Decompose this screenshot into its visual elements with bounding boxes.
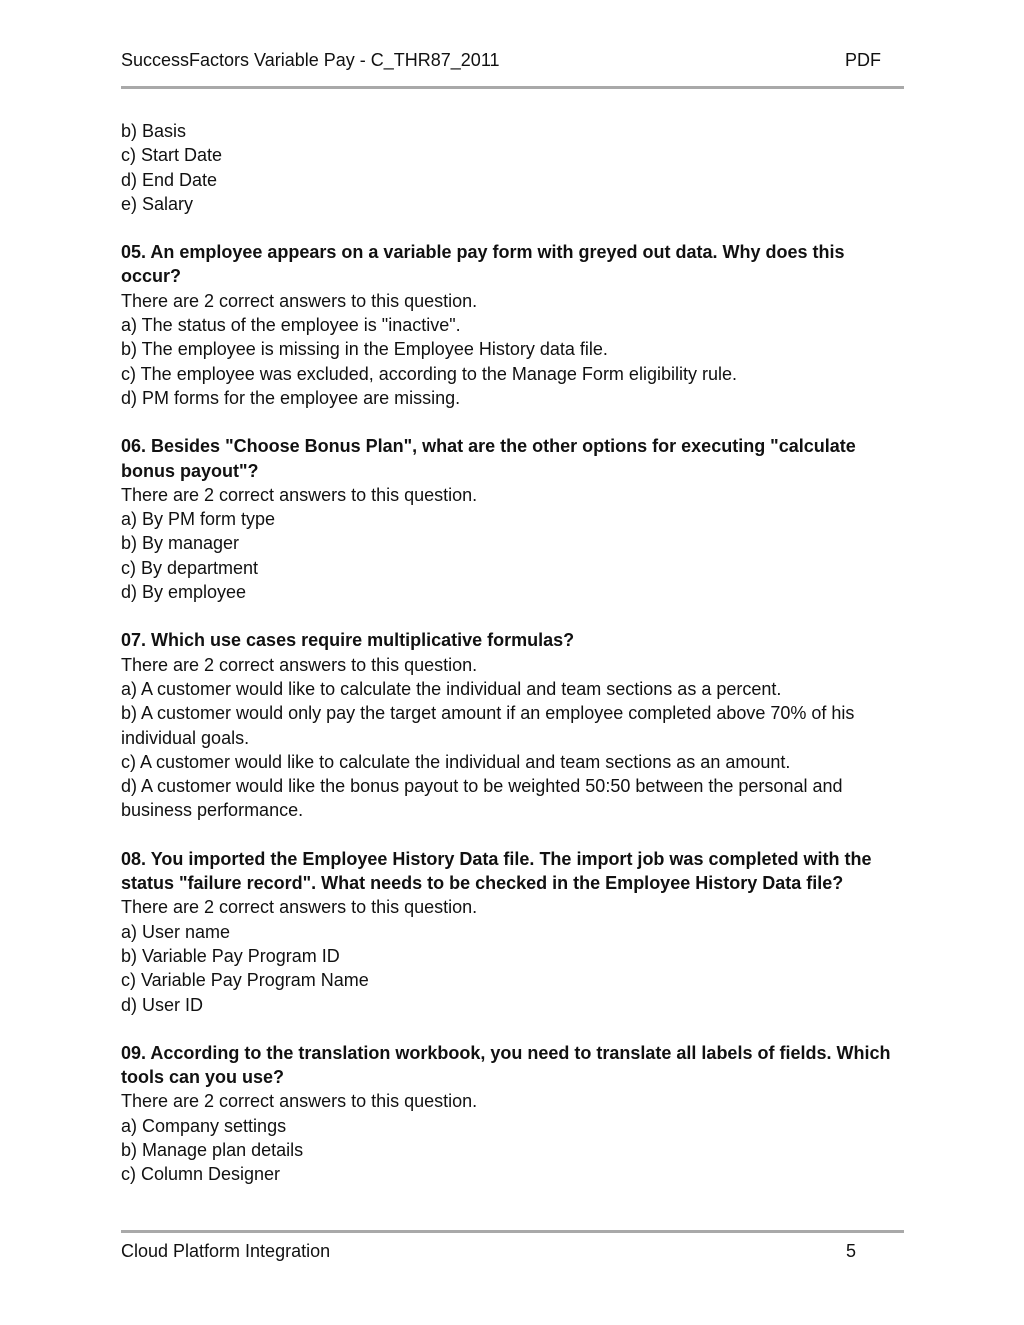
option-line: a) Company settings [121, 1115, 287, 1136]
option-line: d) A customer would like the bonus payout to be weighted 50:50 between the personal and business performance. [121, 776, 843, 821]
question-block-07 [121, 628, 896, 822]
question-text: 05. An employee appears on a variable pay form with greyed out data. Why does this occur? [121, 242, 845, 287]
answer-count-note: There are 2 correct answers to this question. [121, 290, 478, 311]
question-text: 09. According to the translation workbook, you need to translate all labels of fields. Which tools can you use? [121, 1042, 891, 1088]
question-block-05 [121, 240, 896, 410]
option-line: a) User name [121, 921, 231, 942]
option-line: b) Manage plan details [121, 1139, 304, 1160]
option-line: b) A customer would only pay the target amount if an employee completed above 70% of his individual goals. [121, 703, 855, 748]
option-line: c) By department [121, 557, 259, 578]
option-line: b) Basis [121, 121, 187, 141]
question-text: 07. Which use cases require multiplicative formulas? [121, 630, 575, 651]
option-line: c) Start Date [121, 145, 223, 166]
answer-count-note: There are 2 correct answers to this question. [121, 1091, 478, 1112]
header-divider [121, 86, 904, 89]
page-content [121, 119, 896, 1211]
document-title: SuccessFactors Variable Pay - C_THR87_2011 [121, 50, 500, 70]
option-line: b) The employee is missing in the Employee History data file. [121, 339, 608, 360]
answer-count-note: There are 2 correct answers to this question. [121, 897, 478, 918]
answer-count-note: There are 2 correct answers to this question. [121, 484, 478, 505]
page-header [121, 48, 903, 72]
previous-question-options [121, 119, 896, 216]
option-line: c) Column Designer [121, 1164, 281, 1185]
question-text: 08. You imported the Employee History Data file. The import job was completed with the status "failure record". What needs to be checked in the Employee History Data file? [121, 848, 872, 894]
option-line: c) A customer would like to calculate the individual and team sections as an amount. [121, 751, 791, 772]
option-line: a) A customer would like to calculate the individual and team sections as a percent. [121, 678, 782, 699]
footer-divider [121, 1230, 904, 1233]
option-line: a) By PM form type [121, 509, 276, 530]
format-tag: PDF [845, 50, 881, 70]
option-line: d) By employee [121, 582, 247, 603]
question-text: 06. Besides "Choose Bonus Plan", what are the other options for executing "calculate bonus payout"? [121, 436, 856, 481]
question-block-06 [121, 434, 896, 604]
question-block-09 [121, 1041, 896, 1187]
footer-label: Cloud Platform Integration [121, 1241, 331, 1261]
option-line: a) The status of the employee is "inactive". [121, 315, 461, 336]
option-line: b) Variable Pay Program ID [121, 945, 340, 966]
option-line: c) The employee was excluded, according to the Manage Form eligibility rule. [121, 363, 737, 384]
option-line: d) PM forms for the employee are missing. [121, 387, 461, 408]
page-footer [121, 1239, 856, 1263]
page-number: 5 [845, 1241, 856, 1261]
question-block-08 [121, 847, 896, 1017]
option-line: c) Variable Pay Program Name [121, 970, 369, 991]
option-line: d) End Date [121, 169, 218, 190]
option-line: e) Salary [121, 193, 194, 214]
option-line: b) By manager [121, 533, 240, 554]
option-line: d) User ID [121, 994, 204, 1015]
answer-count-note: There are 2 correct answers to this question. [121, 654, 478, 675]
